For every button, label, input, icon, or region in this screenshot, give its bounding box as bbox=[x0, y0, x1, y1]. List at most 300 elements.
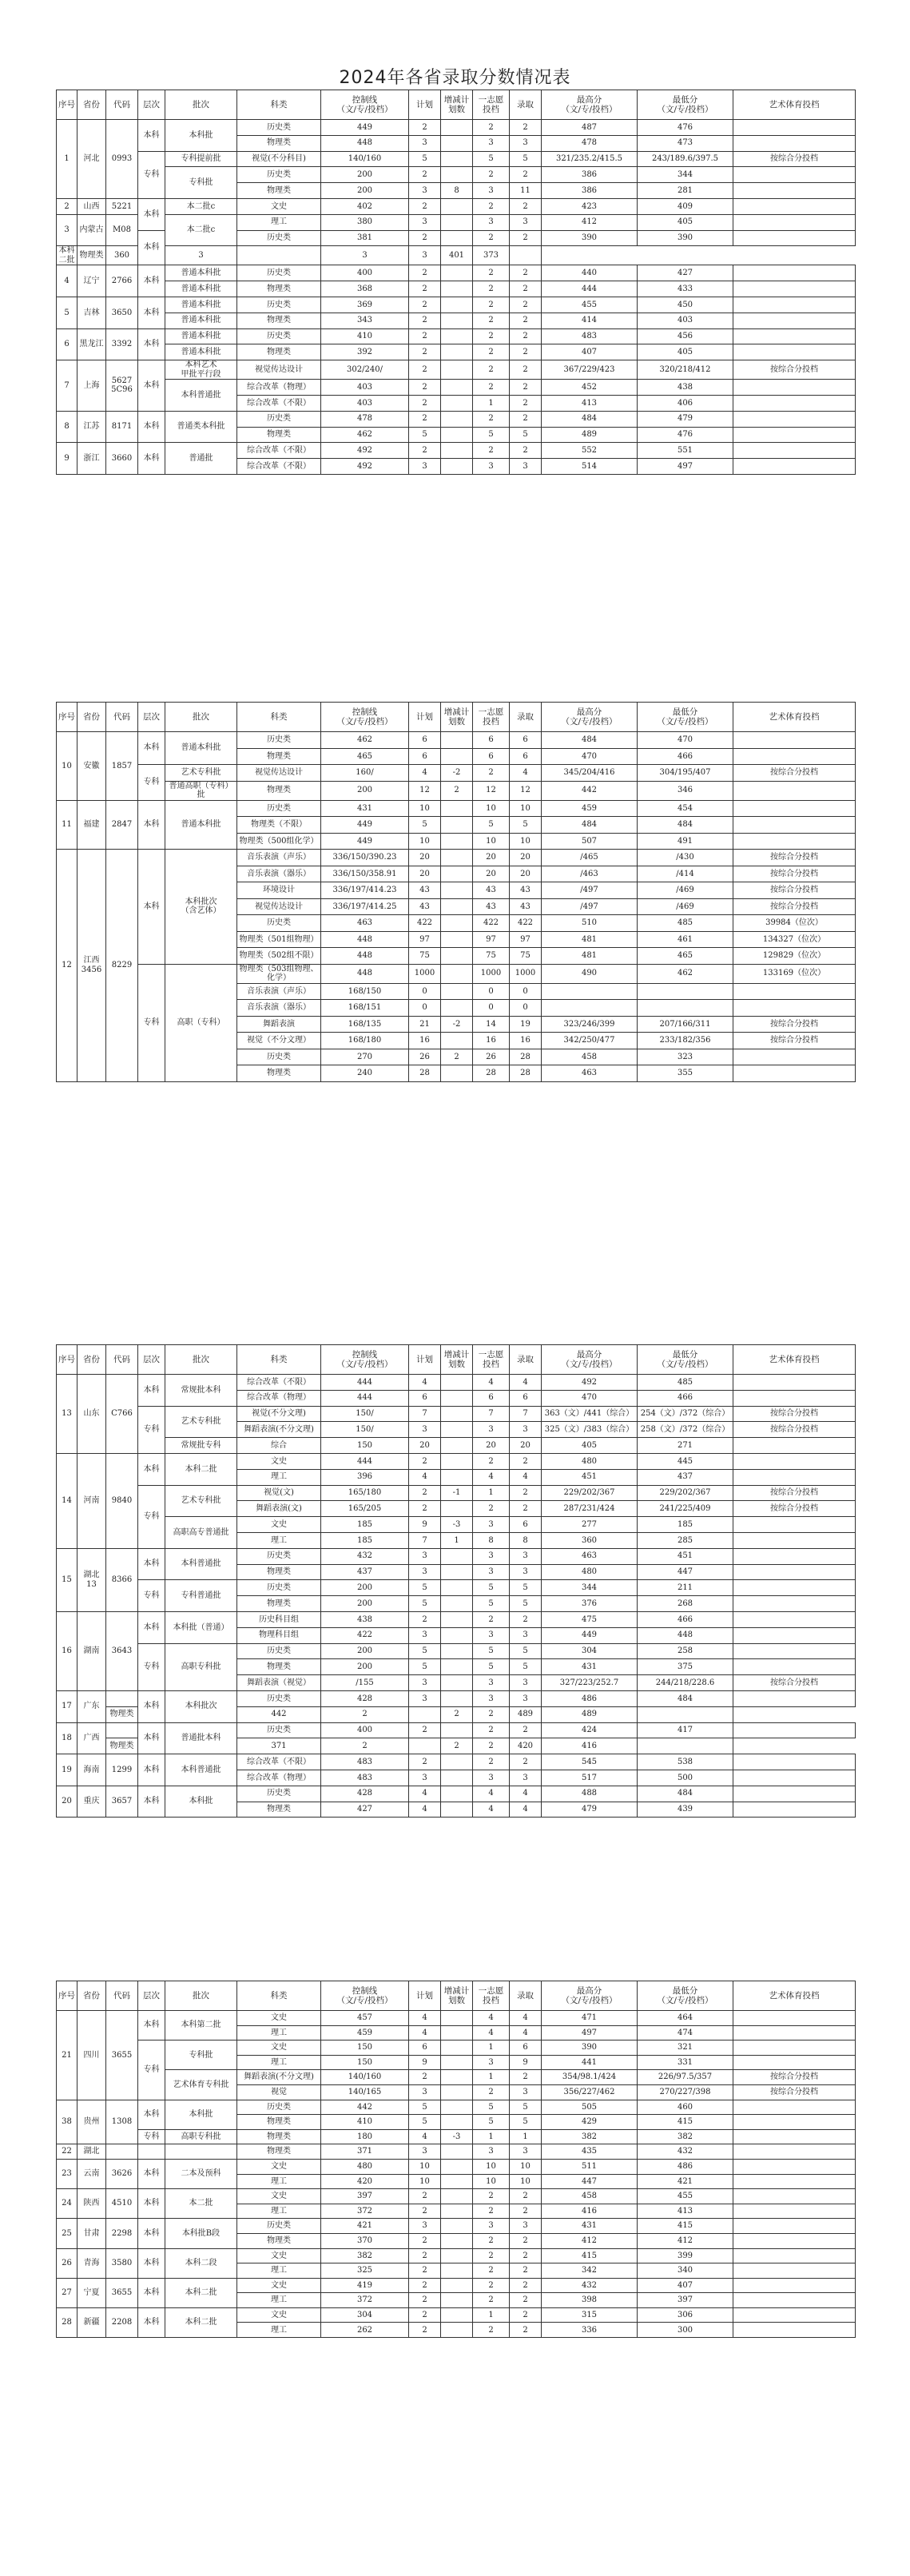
table-cell: 0 bbox=[510, 1000, 542, 1017]
table-cell: 2 bbox=[473, 360, 510, 380]
column-header: 科类 bbox=[237, 703, 321, 732]
table-cell: 354/98.1/424 bbox=[542, 2070, 638, 2085]
table-cell: 9 bbox=[510, 2055, 542, 2070]
table-cell: 507 bbox=[542, 833, 638, 850]
table-cell: 483 bbox=[321, 1754, 409, 1770]
table-cell: 重庆 bbox=[77, 1786, 106, 1818]
table-cell: 按综合分投档 bbox=[733, 2084, 856, 2100]
table-cell: 本科 bbox=[138, 198, 165, 230]
table-cell: /469 bbox=[638, 882, 733, 899]
table-cell: -3 bbox=[441, 1517, 473, 1533]
table-cell bbox=[441, 2219, 473, 2234]
table-cell bbox=[733, 1564, 856, 1580]
table-cell: 5221 bbox=[106, 198, 138, 214]
table-cell: 150 bbox=[321, 2055, 409, 2070]
table-cell bbox=[733, 1611, 856, 1627]
table-cell: 本科第二批 bbox=[165, 2011, 237, 2040]
table-cell: 文史 bbox=[237, 2278, 321, 2293]
table-cell: 285 bbox=[638, 1532, 733, 1548]
table-cell: 湖南 bbox=[77, 1611, 106, 1690]
table-cell: 449 bbox=[542, 1627, 638, 1643]
table-cell: 459 bbox=[542, 800, 638, 817]
table-cell: 理工 bbox=[237, 1532, 321, 1548]
table-row bbox=[57, 198, 856, 214]
table-cell: 4 bbox=[409, 1469, 441, 1485]
table-cell: 按综合分投档 bbox=[733, 1501, 856, 1517]
table-cell: 本科二批 bbox=[165, 2278, 237, 2307]
table-cell: 3 bbox=[409, 2219, 441, 2234]
table-cell: 0 bbox=[510, 983, 542, 1000]
table-cell: 2 bbox=[473, 2263, 510, 2279]
table-cell: 物理类 bbox=[237, 135, 321, 151]
table-cell bbox=[733, 443, 856, 459]
table-cell: 2 bbox=[473, 411, 510, 427]
table-cell: 481 bbox=[542, 931, 638, 948]
table-cell: 14 bbox=[473, 1016, 510, 1033]
table-cell: 3 bbox=[473, 2055, 510, 2070]
table-cell: 6 bbox=[473, 1390, 510, 1406]
table-cell: 2 bbox=[473, 328, 510, 344]
table-cell: 艺术专科批 bbox=[165, 1485, 237, 1517]
table-row bbox=[57, 246, 856, 265]
table-cell bbox=[733, 2293, 856, 2308]
table-cell: 43 bbox=[473, 882, 510, 899]
table-cell: 本科 bbox=[138, 850, 165, 965]
table-cell: 4510 bbox=[106, 2189, 138, 2219]
table-cell: 480 bbox=[542, 1564, 638, 1580]
table-cell: 本科 bbox=[138, 2278, 165, 2307]
table-cell bbox=[733, 1802, 856, 1818]
table-cell: 安徽 bbox=[77, 732, 106, 801]
table-cell: 386 bbox=[542, 167, 638, 183]
table-cell: 2 bbox=[510, 167, 542, 183]
table-cell: 360 bbox=[106, 246, 138, 265]
table-cell bbox=[733, 833, 856, 850]
table-cell: 本科 bbox=[138, 1611, 165, 1643]
table-cell: 403 bbox=[638, 313, 733, 328]
table-cell: 4 bbox=[510, 765, 542, 782]
table-cell bbox=[542, 1000, 638, 1017]
table-cell: 12 bbox=[510, 781, 542, 800]
table-cell: 历史类 bbox=[237, 1643, 321, 1659]
table-cell: 3 bbox=[473, 2219, 510, 2234]
table-cell: 专科 bbox=[138, 1406, 165, 1453]
table-cell: 140/160 bbox=[321, 151, 409, 167]
table-cell: 5 bbox=[473, 2100, 510, 2115]
table-cell: 484 bbox=[638, 817, 733, 834]
table-cell: 理工 bbox=[237, 2323, 321, 2338]
table-cell: 2 bbox=[510, 198, 542, 214]
table-cell: 4 bbox=[473, 2011, 510, 2026]
table-cell: 本科 bbox=[138, 2189, 165, 2219]
table-cell: 3 bbox=[409, 246, 441, 265]
table-cell: 5 bbox=[409, 151, 441, 167]
table-cell: 本二批 bbox=[165, 2189, 237, 2219]
table-cell: 200 bbox=[321, 1643, 409, 1659]
table-cell: /469 bbox=[638, 898, 733, 915]
table-cell: 26 bbox=[409, 1049, 441, 1065]
table-cell bbox=[733, 732, 856, 749]
table-cell: 3 bbox=[510, 1675, 542, 1691]
table-cell bbox=[441, 230, 473, 246]
table-cell: 本科普通批 bbox=[165, 380, 237, 412]
table-cell: 445 bbox=[638, 1453, 733, 1469]
table-cell: 2 bbox=[57, 198, 77, 214]
table-cell: 陕西 bbox=[77, 2189, 106, 2219]
table-cell bbox=[733, 2115, 856, 2130]
table-cell: 2 bbox=[510, 2307, 542, 2323]
table-cell: 11 bbox=[510, 183, 542, 199]
column-header: 代码 bbox=[106, 90, 138, 120]
table-cell: C766 bbox=[106, 1375, 138, 1454]
table-cell: 2 bbox=[510, 443, 542, 459]
table-cell: 2 bbox=[409, 411, 441, 427]
table-row bbox=[57, 297, 856, 313]
table-cell: 物理类（500组化学） bbox=[237, 833, 321, 850]
table-row bbox=[57, 313, 856, 328]
table-cell: 551 bbox=[638, 443, 733, 459]
table-cell: 2 bbox=[473, 230, 510, 246]
table-cell: 1 bbox=[441, 1532, 473, 1548]
table-cell: 理工 bbox=[237, 2174, 321, 2189]
table-cell: 本二批c bbox=[165, 198, 237, 214]
table-cell: 广东 bbox=[77, 1690, 106, 1722]
table-cell bbox=[441, 1627, 473, 1643]
table-cell bbox=[733, 1690, 856, 1706]
table-cell: 381 bbox=[321, 230, 409, 246]
table-row bbox=[57, 1375, 856, 1391]
table-cell: 432 bbox=[638, 2144, 733, 2160]
column-header: 最低分 （文/专/投档） bbox=[638, 1345, 733, 1375]
table-cell: 28 bbox=[473, 1065, 510, 1082]
table-cell: 综合改革（不限） bbox=[237, 1754, 321, 1770]
table-row bbox=[57, 732, 856, 749]
table-cell bbox=[733, 2159, 856, 2174]
table-cell: 3 bbox=[165, 246, 237, 265]
table-cell: 3 bbox=[473, 1627, 510, 1643]
table-cell bbox=[441, 1390, 473, 1406]
table-cell: 400 bbox=[321, 1722, 409, 1738]
table-cell: /430 bbox=[638, 850, 733, 866]
table-cell: 1000 bbox=[510, 964, 542, 983]
table-cell: 4 bbox=[473, 1786, 510, 1802]
table-cell bbox=[441, 360, 473, 380]
table-cell: 372 bbox=[321, 2204, 409, 2219]
table-cell: 二本及预科 bbox=[165, 2159, 237, 2188]
table-cell: 5 bbox=[510, 1643, 542, 1659]
column-header: 计划 bbox=[409, 90, 441, 120]
table-cell: 455 bbox=[542, 297, 638, 313]
table-cell: 1 bbox=[473, 2307, 510, 2323]
table-cell: 211 bbox=[638, 1580, 733, 1596]
table-cell: 21 bbox=[409, 1016, 441, 1033]
table-cell: 3 bbox=[409, 1690, 441, 1706]
table-cell: 325 bbox=[321, 2263, 409, 2279]
table-cell bbox=[733, 1390, 856, 1406]
table-cell: 444 bbox=[542, 281, 638, 297]
table-cell: 13 bbox=[57, 1375, 77, 1454]
table-cell: 464 bbox=[638, 2011, 733, 2026]
table-cell: 普通批 bbox=[165, 443, 237, 475]
table-cell bbox=[441, 1722, 473, 1738]
table-cell: 高职专科批 bbox=[165, 1643, 237, 1690]
table-cell: 168/150 bbox=[321, 983, 409, 1000]
table-cell: 本科 bbox=[138, 1754, 165, 1786]
table-cell: 254（文）/372（综合） bbox=[638, 1406, 733, 1422]
table-cell: 5 bbox=[510, 1596, 542, 1612]
table-cell: 3 bbox=[409, 1675, 441, 1691]
table-cell: 3650 bbox=[106, 297, 138, 328]
table-cell: 专科提前批 bbox=[165, 151, 237, 167]
table-cell: 2 bbox=[510, 411, 542, 427]
table-cell: 2 bbox=[409, 1501, 441, 1517]
table-cell: 2 bbox=[473, 765, 510, 782]
table-cell: 3 bbox=[409, 214, 441, 230]
table-cell: 9 bbox=[409, 1517, 441, 1533]
table-cell: 本科 bbox=[138, 443, 165, 475]
table-cell: 28 bbox=[510, 1049, 542, 1065]
table-cell: 10 bbox=[473, 800, 510, 817]
table-cell: 本科二批 bbox=[57, 246, 77, 265]
table-cell: 376 bbox=[542, 1596, 638, 1612]
table-cell: 20 bbox=[473, 866, 510, 882]
table-cell: 2 bbox=[409, 313, 441, 328]
column-header: 序号 bbox=[57, 703, 77, 732]
column-header: 序号 bbox=[57, 1345, 77, 1375]
table-cell bbox=[733, 1532, 856, 1548]
table-cell: 371 bbox=[237, 1738, 321, 1754]
table-cell bbox=[733, 2189, 856, 2204]
table-cell: 497 bbox=[542, 2025, 638, 2040]
table-cell: 6 bbox=[473, 748, 510, 765]
table-cell: 本科 bbox=[138, 1453, 165, 1485]
table-cell bbox=[733, 2323, 856, 2338]
table-cell: 7 bbox=[57, 360, 77, 412]
table-cell: 461 bbox=[638, 931, 733, 948]
table-cell: 4 bbox=[473, 1469, 510, 1485]
header-row bbox=[57, 1981, 856, 2011]
table-cell: 10 bbox=[409, 2159, 441, 2174]
table-cell: 普通高职（专科）批 bbox=[165, 781, 237, 800]
table-cell: 普通本科批 bbox=[165, 297, 237, 313]
table-cell: 历史类 bbox=[237, 1548, 321, 1564]
table-cell: 447 bbox=[638, 1564, 733, 1580]
table-cell bbox=[441, 866, 473, 882]
table-cell bbox=[441, 882, 473, 899]
table-cell: 226/97.5/357 bbox=[638, 2070, 733, 2085]
table-cell bbox=[733, 2204, 856, 2219]
table-cell: 2 bbox=[510, 2278, 542, 2293]
table-cell bbox=[441, 1611, 473, 1627]
table-cell: 5 bbox=[409, 1659, 441, 1675]
table-cell: 492 bbox=[321, 443, 409, 459]
table-cell: 320/218/412 bbox=[638, 360, 733, 380]
table-cell: 382 bbox=[321, 2248, 409, 2263]
table-cell: 405 bbox=[638, 344, 733, 360]
table-cell: 本科批（普通） bbox=[165, 1611, 237, 1643]
table-cell: 415 bbox=[638, 2115, 733, 2130]
table-cell: /497 bbox=[542, 882, 638, 899]
table-cell: 370 bbox=[321, 2233, 409, 2248]
table-cell bbox=[441, 2025, 473, 2040]
table-cell: 439 bbox=[638, 1802, 733, 1818]
table-cell: 物理类 bbox=[237, 1596, 321, 1612]
table-cell: 按综合分投档 bbox=[733, 866, 856, 882]
column-header: 省份 bbox=[77, 90, 106, 120]
column-header: 录取 bbox=[510, 1981, 542, 2011]
table-cell: 专科 bbox=[138, 964, 165, 1081]
table-cell: 2 bbox=[473, 120, 510, 136]
table-cell: 本科批次 （含艺体） bbox=[165, 850, 237, 965]
table-cell: 24 bbox=[57, 2189, 77, 2219]
table-cell: 444 bbox=[321, 1390, 409, 1406]
table-cell: 6 bbox=[409, 748, 441, 765]
table-cell: 2 bbox=[441, 1706, 473, 1722]
table-cell: 3 bbox=[409, 135, 441, 151]
table-cell: 456 bbox=[638, 328, 733, 344]
table-cell: 382 bbox=[638, 2129, 733, 2144]
table-cell: 历史类 bbox=[237, 2100, 321, 2115]
table-cell: 460 bbox=[638, 2100, 733, 2115]
table-cell: 3 bbox=[473, 1548, 510, 1564]
table-row bbox=[57, 1754, 856, 1770]
table-cell: 6 bbox=[510, 732, 542, 749]
table-row bbox=[57, 2100, 856, 2115]
table-cell: 2 bbox=[409, 2204, 441, 2219]
table-cell: 483 bbox=[542, 328, 638, 344]
table-cell: 1308 bbox=[106, 2100, 138, 2144]
table-cell: 3 bbox=[510, 1548, 542, 1564]
table-cell bbox=[441, 1754, 473, 1770]
table-cell: 2 bbox=[473, 2248, 510, 2263]
table-cell: 75 bbox=[473, 948, 510, 965]
table-cell: 本科 bbox=[138, 2219, 165, 2248]
table-cell: 2 bbox=[510, 344, 542, 360]
table-cell: 431 bbox=[542, 2219, 638, 2234]
table-cell: 10 bbox=[473, 2159, 510, 2174]
table-cell: 11 bbox=[57, 800, 77, 850]
table-cell: 本科二批 bbox=[165, 1453, 237, 1485]
table-cell: 27 bbox=[57, 2278, 77, 2307]
table-cell: 本科 bbox=[138, 2248, 165, 2278]
table-cell: 视觉(不分科目) bbox=[237, 151, 321, 167]
table-cell: 2 bbox=[473, 344, 510, 360]
table-cell: 21 bbox=[57, 2011, 77, 2100]
table-cell bbox=[441, 1453, 473, 1469]
table-cell: 258 bbox=[638, 1643, 733, 1659]
table-cell: 2 bbox=[473, 1453, 510, 1469]
table-cell bbox=[733, 1438, 856, 1454]
table-cell: 3655 bbox=[106, 2011, 138, 2100]
table-cell: 按综合分投档 bbox=[733, 360, 856, 380]
table-cell: 3 bbox=[409, 2144, 441, 2160]
table-cell bbox=[733, 2233, 856, 2248]
table-cell: 2 bbox=[510, 2323, 542, 2338]
table-cell: 390 bbox=[638, 230, 733, 246]
table-cell bbox=[733, 1580, 856, 1596]
table-cell bbox=[733, 1643, 856, 1659]
table-cell bbox=[733, 1596, 856, 1612]
table-cell: 综合改革（物理） bbox=[237, 380, 321, 396]
column-header: 一志愿投档 bbox=[473, 703, 510, 732]
table-cell bbox=[441, 2323, 473, 2338]
table-cell bbox=[733, 2307, 856, 2323]
table-cell: 412 bbox=[542, 2233, 638, 2248]
table-cell: 3 bbox=[473, 1564, 510, 1580]
table-cell: 物理类 bbox=[237, 748, 321, 765]
table-cell: 本科 bbox=[138, 265, 165, 297]
table-cell bbox=[441, 800, 473, 817]
table-row bbox=[57, 1438, 856, 1454]
table-cell: 440 bbox=[542, 265, 638, 281]
table-cell: 405 bbox=[542, 1438, 638, 1454]
table-cell bbox=[733, 1375, 856, 1391]
table-cell bbox=[441, 2248, 473, 2263]
table-cell: 1000 bbox=[409, 964, 441, 983]
table-cell: 3 bbox=[409, 459, 441, 475]
table-cell: 普通本科批 bbox=[165, 344, 237, 360]
table-cell bbox=[638, 1000, 733, 1017]
table-cell: 3 bbox=[473, 1690, 510, 1706]
table-cell bbox=[441, 265, 473, 281]
table-cell: 448 bbox=[638, 1627, 733, 1643]
table-cell: 本科艺术 甲批平行段 bbox=[165, 360, 237, 380]
table-cell: 2 bbox=[510, 1611, 542, 1627]
table-cell: 历史类 bbox=[237, 1690, 321, 1706]
table-cell: 本科 bbox=[138, 1375, 165, 1407]
table-cell: 9 bbox=[57, 443, 77, 475]
table-cell: 普通本科批 bbox=[165, 265, 237, 281]
table-cell: 448 bbox=[321, 948, 409, 965]
table-cell: 舞蹈表演(不分文理) bbox=[237, 1422, 321, 1438]
table-cell: 历史类 bbox=[237, 1049, 321, 1065]
table-cell: 2 bbox=[409, 1611, 441, 1627]
table-cell: 福建 bbox=[77, 800, 106, 850]
table-cell: 3 bbox=[510, 2144, 542, 2160]
table-cell bbox=[441, 1406, 473, 1422]
table-cell: 500 bbox=[638, 1770, 733, 1786]
table-cell: 397 bbox=[638, 2293, 733, 2308]
table-cell: 10 bbox=[473, 833, 510, 850]
table-cell: 390 bbox=[542, 2040, 638, 2056]
table-cell: 理工 bbox=[237, 2263, 321, 2279]
table-cell: 2 bbox=[409, 380, 441, 396]
table-cell bbox=[441, 2100, 473, 2115]
table-cell bbox=[441, 2174, 473, 2189]
table-cell: 5 bbox=[473, 1643, 510, 1659]
table-cell bbox=[441, 1422, 473, 1438]
table-cell: 3 bbox=[57, 214, 77, 246]
table-cell: 宁夏 bbox=[77, 2278, 106, 2307]
table-cell: 481 bbox=[542, 948, 638, 965]
table-cell: 367/229/423 bbox=[542, 360, 638, 380]
table-cell: 180 bbox=[321, 2129, 409, 2144]
table-cell bbox=[733, 427, 856, 443]
table-cell: 262 bbox=[321, 2323, 409, 2338]
table-cell: 5 bbox=[409, 1596, 441, 1612]
table-cell bbox=[441, 1375, 473, 1391]
table-cell: 5 bbox=[409, 2115, 441, 2130]
table-cell: 466 bbox=[638, 1611, 733, 1627]
table-cell: 545 bbox=[542, 1754, 638, 1770]
table-cell: 本科二段 bbox=[165, 2248, 237, 2278]
table-cell: 舞蹈表演 bbox=[237, 1016, 321, 1033]
table-cell: 物理类 bbox=[237, 781, 321, 800]
table-cell: /463 bbox=[542, 866, 638, 882]
table-cell: 489 bbox=[542, 427, 638, 443]
table-cell: 2 bbox=[510, 281, 542, 297]
table-cell bbox=[733, 167, 856, 183]
